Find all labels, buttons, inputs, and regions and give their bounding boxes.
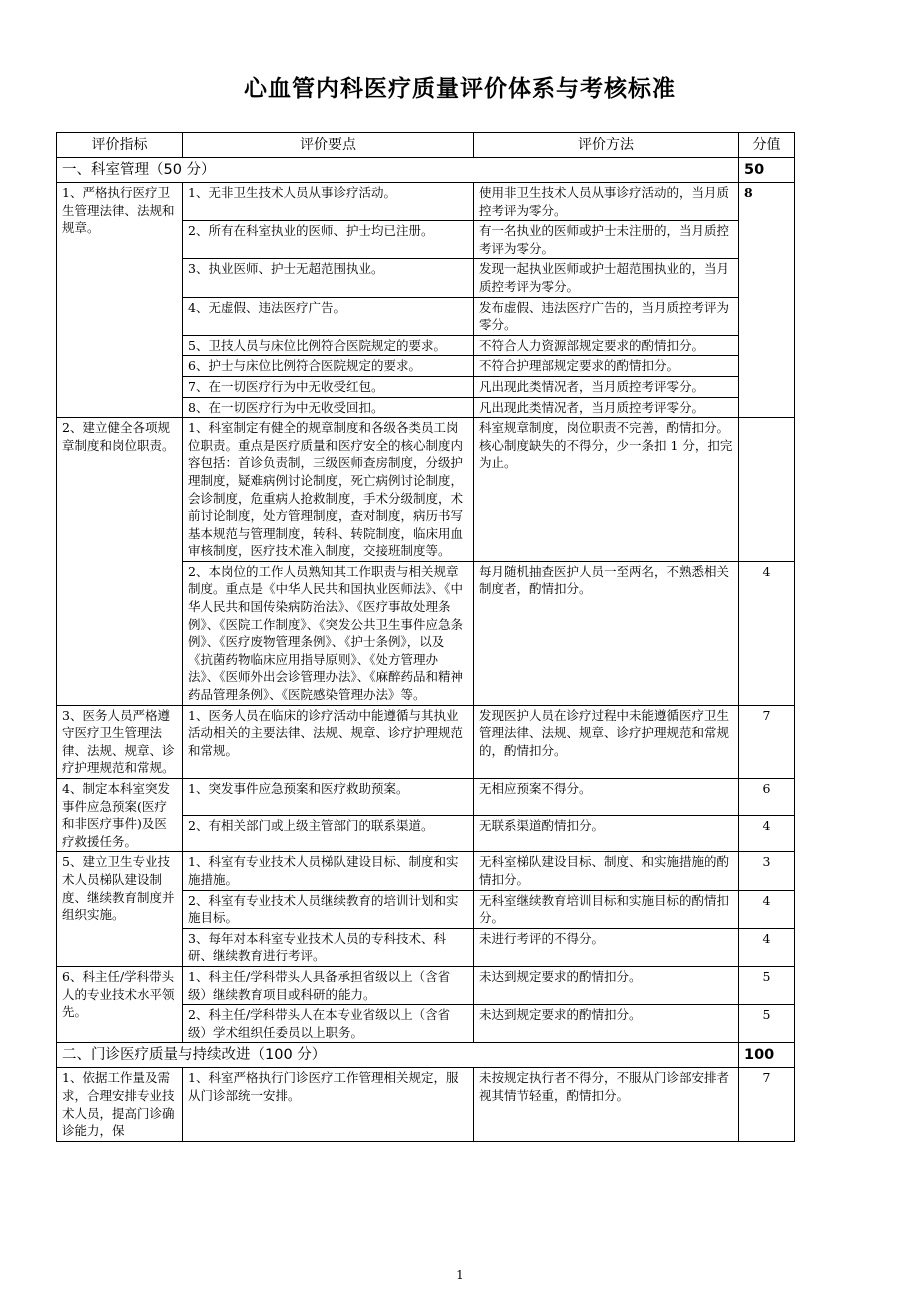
table-header-row bbox=[57, 133, 795, 158]
indicator-cell: 1、依据工作量及需求，合理安排专业技术人员，提高门诊确诊能力，保 bbox=[57, 1068, 183, 1141]
header-indicator: 评价指标 bbox=[57, 133, 183, 158]
table-row bbox=[57, 966, 795, 1004]
method-cell: 有一名执业的医师或护士未注册的，当月质控考评为零分。 bbox=[474, 221, 739, 259]
indicator-cell: 4、制定本科室突发事件应急预案(医疗和非医疗事件)及医疗救援任务。 bbox=[57, 779, 183, 852]
score-cell bbox=[739, 418, 795, 562]
method-cell: 未达到规定要求的酌情扣分。 bbox=[474, 966, 739, 1004]
point-cell: 1、科主任/学科带头人具备承担省级以上（含省级）继续教育项目或科研的能力。 bbox=[183, 966, 474, 1004]
method-cell: 无相应预案不得分。 bbox=[474, 779, 739, 816]
method-cell: 发现一起执业医师或护士超范围执业的，当月质控考评为零分。 bbox=[474, 259, 739, 297]
header-method: 评价方法 bbox=[474, 133, 739, 158]
section-label: 二、门诊医疗质量与持续改进（100 分） bbox=[57, 1043, 739, 1068]
method-cell: 无科室梯队建设目标、制度、和实施措施的酌情扣分。 bbox=[474, 852, 739, 890]
method-cell: 科室规章制度，岗位职责不完善，酌情扣分。核心制度缺失的不得分，少一条扣 1 分，扣完为止。 bbox=[474, 418, 739, 562]
score-cell: 8 bbox=[739, 183, 795, 418]
header-score: 分值 bbox=[739, 133, 795, 158]
indicator-cell: 5、建立卫生专业技术人员梯队建设制度、继续教育制度并组织实施。 bbox=[57, 852, 183, 967]
point-cell: 6、护士与床位比例符合医院规定的要求。 bbox=[183, 356, 474, 377]
table-row bbox=[57, 1068, 795, 1141]
table-row bbox=[57, 852, 795, 890]
method-cell: 不符合人力资源部规定要求的酌情扣分。 bbox=[474, 335, 739, 356]
section-score: 50 bbox=[739, 158, 795, 183]
evaluation-table bbox=[56, 132, 795, 1142]
point-cell: 4、无虚假、违法医疗广告。 bbox=[183, 297, 474, 335]
table-row bbox=[57, 418, 795, 562]
method-cell: 每月随机抽查医护人员一至两名，不熟悉相关制度者，酌情扣分。 bbox=[474, 561, 739, 705]
point-cell: 2、科室有专业技术人员继续教育的培训计划和实施目标。 bbox=[183, 890, 474, 928]
point-cell: 1、医务人员在临床的诊疗活动中能遵循与其执业活动相关的主要法律、法规、规章、诊疗护理规范和常规。 bbox=[183, 705, 474, 778]
point-cell: 1、突发事件应急预案和医疗救助预案。 bbox=[183, 779, 474, 816]
point-cell: 1、科室严格执行门诊医疗工作管理相关规定，服从门诊部统一安排。 bbox=[183, 1068, 474, 1141]
score-cell: 5 bbox=[739, 1005, 795, 1043]
table-row bbox=[57, 779, 795, 816]
method-cell: 无科室继续教育培训目标和实施目标的酌情扣分。 bbox=[474, 890, 739, 928]
score-cell: 4 bbox=[739, 928, 795, 966]
point-cell: 2、所有在科室执业的医师、护士均已注册。 bbox=[183, 221, 474, 259]
indicator-cell: 1、严格执行医疗卫生管理法律、法规和规章。 bbox=[57, 183, 183, 418]
point-cell: 1、科室制定有健全的规章制度和各级各类员工岗位职责。重点是医疗质量和医疗安全的核心制度内容包括：首诊负责制，三级医师查房制度，分级护理制度，疑难病例讨论制度，死亡病例讨论制度，会诊制度，危重病人抢救制度，手术分级制度，术前讨论制度，处方管理制度，查对制度，病历书写基本规范与管理制度，转科、转院制度，临床用血审核制度，医疗技术准入制度，交接班制度等。 bbox=[183, 418, 474, 562]
point-cell: 1、科室有专业技术人员梯队建设目标、制度和实施措施。 bbox=[183, 852, 474, 890]
score-cell: 7 bbox=[739, 1068, 795, 1141]
point-cell: 8、在一切医疗行为中无收受回扣。 bbox=[183, 397, 474, 418]
method-cell: 未达到规定要求的酌情扣分。 bbox=[474, 1005, 739, 1043]
section-row bbox=[57, 158, 795, 183]
table-row bbox=[57, 183, 795, 221]
method-cell: 凡出现此类情况者，当月质控考评零分。 bbox=[474, 376, 739, 397]
table-row bbox=[57, 705, 795, 778]
document-title: 心血管内科医疗质量评价体系与考核标准 bbox=[244, 76, 676, 102]
method-cell: 发布虚假、违法医疗广告的，当月质控考评为零分。 bbox=[474, 297, 739, 335]
method-cell: 未进行考评的不得分。 bbox=[474, 928, 739, 966]
point-cell: 5、卫技人员与床位比例符合医院规定的要求。 bbox=[183, 335, 474, 356]
point-cell: 1、无非卫生技术人员从事诊疗活动。 bbox=[183, 183, 474, 221]
point-cell: 3、执业医师、护士无超范围执业。 bbox=[183, 259, 474, 297]
indicator-cell: 6、科主任/学科带头人的专业技术水平领先。 bbox=[57, 966, 183, 1042]
method-cell: 凡出现此类情况者，当月质控考评零分。 bbox=[474, 397, 739, 418]
point-cell: 2、本岗位的工作人员熟知其工作职责与相关规章制度。重点是《中华人民共和国执业医师法》、《中华人民共和国传染病防治法》、《医疗事故处理条例》、《医院工作制度》、《突发公共卫生事件应急条例》、《医疗废物管理条例》、《护士条例》，以及《抗菌药物临床应用指导原则》、《处方管理办法》、《医师外出会诊管理办法》、《麻醉药品和精神药品管理条例》、《医院感染管理办法》等。 bbox=[183, 561, 474, 705]
section-row bbox=[57, 1043, 795, 1068]
score-cell: 4 bbox=[739, 815, 795, 852]
score-cell: 7 bbox=[739, 705, 795, 778]
method-cell: 发现医护人员在诊疗过程中未能遵循医疗卫生管理法律、法规、规章、诊疗护理规范和常规的，酌情扣分。 bbox=[474, 705, 739, 778]
point-cell: 7、在一切医疗行为中无收受红包。 bbox=[183, 376, 474, 397]
score-cell: 4 bbox=[739, 890, 795, 928]
point-cell: 2、有相关部门或上级主管部门的联系渠道。 bbox=[183, 815, 474, 852]
page-number: 1 bbox=[456, 1268, 464, 1282]
indicator-cell: 2、建立健全各项规章制度和岗位职责。 bbox=[57, 418, 183, 706]
indicator-cell: 3、医务人员严格遵守医疗卫生管理法律、法规、规章、诊疗护理规范和常规。 bbox=[57, 705, 183, 778]
score-cell: 6 bbox=[739, 779, 795, 816]
section-label: 一、科室管理（50 分） bbox=[57, 158, 739, 183]
method-cell: 未按规定执行者不得分，不服从门诊部安排者视其情节轻重，酌情扣分。 bbox=[474, 1068, 739, 1141]
point-cell: 2、科主任/学科带头人在本专业省级以上（含省级）学术组织任委员以上职务。 bbox=[183, 1005, 474, 1043]
score-cell: 5 bbox=[739, 966, 795, 1004]
section-score: 100 bbox=[739, 1043, 795, 1068]
header-point: 评价要点 bbox=[183, 133, 474, 158]
score-cell: 4 bbox=[739, 561, 795, 705]
score-cell: 3 bbox=[739, 852, 795, 890]
point-cell: 3、每年对本科室专业技术人员的专科技术、科研、继续教育进行考评。 bbox=[183, 928, 474, 966]
method-cell: 使用非卫生技术人员从事诊疗活动的，当月质控考评为零分。 bbox=[474, 183, 739, 221]
method-cell: 无联系渠道酌情扣分。 bbox=[474, 815, 739, 852]
method-cell: 不符合护理部规定要求的酌情扣分。 bbox=[474, 356, 739, 377]
